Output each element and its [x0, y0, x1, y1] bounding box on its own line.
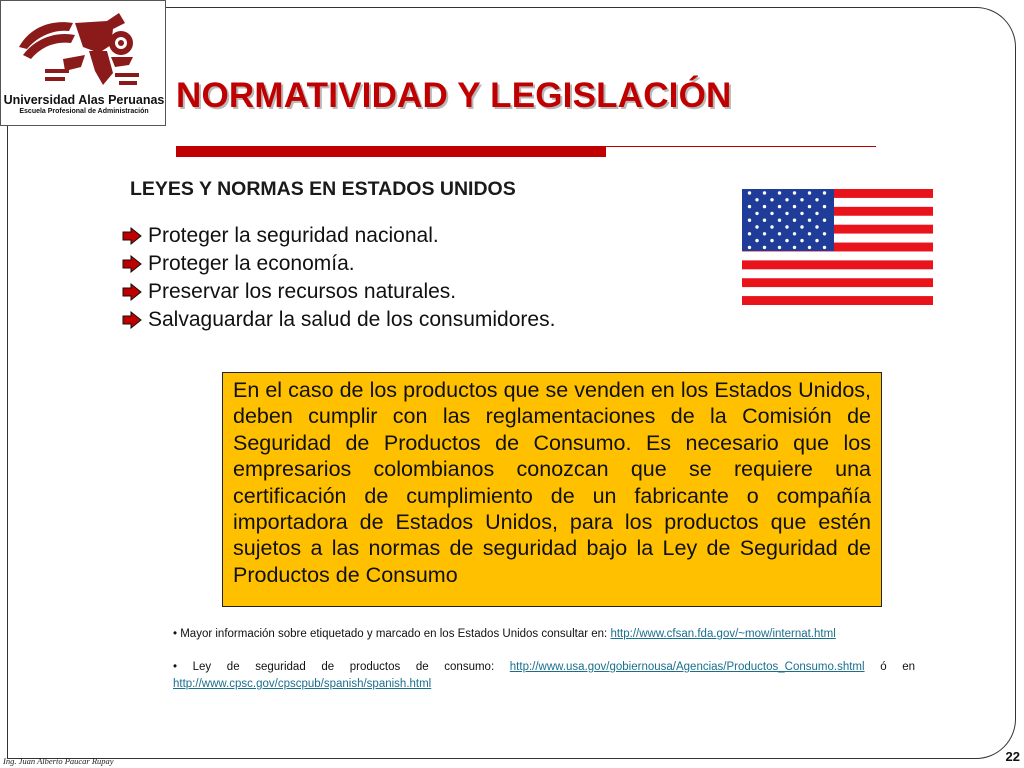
- red-arrow-bullet-icon: [122, 255, 142, 273]
- usa-gov-link[interactable]: http://www.usa.gov/gobiernousa/Agencias/Productos_Consumo.shtml: [509, 661, 865, 673]
- list-item: [122, 306, 555, 334]
- bullet-text: Salvaguardar la salud de los consumidores.: [148, 308, 556, 331]
- us-flag-icon: [742, 189, 933, 305]
- note-connector: ó en: [880, 661, 915, 673]
- list-item: [122, 222, 555, 250]
- red-arrow-bullet-icon: [122, 227, 142, 245]
- university-logo: [0, 0, 166, 126]
- law-note: [173, 659, 915, 693]
- red-arrow-bullet-icon: [122, 311, 142, 329]
- section-heading: LEYES Y NORMAS EN ESTADOS UNIDOS: [130, 178, 516, 200]
- title-underline-bar: [176, 146, 606, 157]
- university-name: Universidad Alas Peruanas: [3, 93, 165, 107]
- page-number: 22: [1005, 749, 1020, 764]
- page-title: NORMATIVIDAD Y LEGISLACIÓN: [176, 76, 732, 115]
- note-text: • Mayor información sobre etiquetado y marcado en los Estados Unidos consultar en:: [173, 628, 608, 640]
- title-underline-rule: [606, 146, 876, 147]
- list-item: [122, 250, 555, 278]
- info-box: En el caso de los productos que se venden en los Estados Unidos, deben cumplir con las reglamentaciones de la Comisión de Seguridad de Productos de Consumo. Es necesario que los empresarios colombianos conozcan que se requiere una certificación de cumplimiento de un fabricante o compañía importadora de Estados Unidos, para los productos que estén sujetos a las normas de seguridad bajo la Ley de Seguridad de Productos de Consumo: [222, 372, 882, 607]
- school-name: Escuela Profesional de Administración: [19, 108, 149, 115]
- bullet-text: Preservar los recursos naturales.: [148, 280, 457, 303]
- note-text: • Ley de seguridad de productos de consumo:: [173, 661, 495, 673]
- bullet-list: [122, 222, 555, 334]
- condor-emblem-icon: [15, 7, 153, 91]
- red-arrow-bullet-icon: [122, 283, 142, 301]
- bullet-text: Proteger la economía.: [148, 252, 355, 275]
- info-note: [173, 628, 836, 640]
- cpsc-link[interactable]: http://www.cpsc.gov/cpscpub/spanish/spanish.html: [173, 678, 432, 690]
- fda-link[interactable]: http://www.cfsan.fda.gov/~mow/internat.html: [610, 628, 836, 640]
- bullet-text: Proteger la seguridad nacional.: [148, 224, 439, 247]
- author-footer: Ing. Juan Alberto Paucar Rupay: [3, 756, 114, 766]
- list-item: [122, 278, 555, 306]
